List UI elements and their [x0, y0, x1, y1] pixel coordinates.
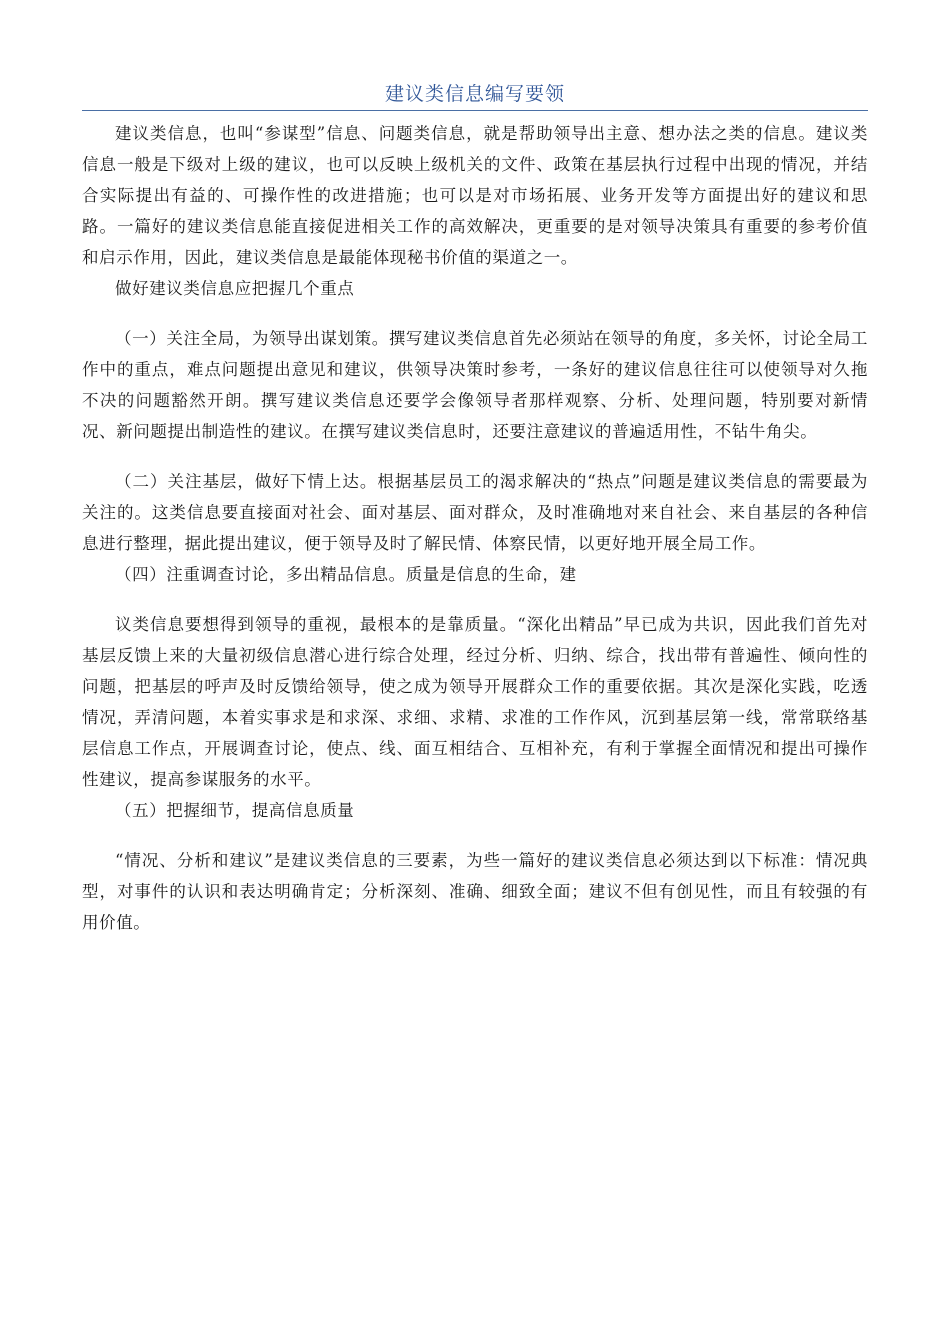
paragraph-point-four-body: 议类信息要想得到领导的重视，最根本的是靠质量。“深化出精品”早已成为共识，因此我们首先对基层反馈上来的大量初级信息潜心进行综合处理，经过分析、归纳、综合，找出带有普遍性、倾向性的问题，把基层的呼声及时反馈给领导，使之成为领导开展群众工作的重要依据。其次是深化实践，吃透情况，弄清问题，本着实事求是和求深、求细、求精、求准的工作作风，沉到基层第一线，常常联络基层信息工作点，开展调查讨论，使点、线、面互相结合、互相补充，有利于掌握全面情况和提出可操作性建议，提高参谋服务的水平。 [82, 615, 868, 789]
paragraph-point-one: （一）关注全局，为领导出谋划策。撰写建议类信息首先必须站在领导的角度，多关怀，讨论全局工作中的重点，难点问题提出意见和建议，供领导决策时参考，一条好的建议信息往往可以使领导对久拖不决的问题豁然开朗。撰写建议类信息还要学会像领导者那样观察、分析、处理问题，特别要对新情况、新问题提出制造性的建议。在撰写建议类信息时，还要注意建议的普遍适用性，不钻牛角尖。 [82, 329, 868, 441]
paragraph-point-five-heading: （五）把握细节，提高信息质量 [115, 801, 355, 820]
paragraph-point-two: （二）关注基层，做好下情上达。根据基层员工的渴求解决的“热点”问题是建议类信息的需要最为关注的。这类信息要直接面对社会、面对基层、面对群众，及时准确地对来自社会、来自基层的各种信息进行整理，据此提出建议，便于领导及时了解民情、体察民情，以更好地开展全局工作。 [82, 472, 868, 553]
document-body [82, 118, 868, 938]
paragraph-intro: 建议类信息，也叫“参谋型”信息、问题类信息，就是帮助领导出主意、想办法之类的信息。建议类信息一般是下级对上级的建议，也可以反映上级机关的文件、政策在基层执行过程中出现的情况，并结合实际提出有益的、可操作性的改进措施；也可以是对市场拓展、业务开发等方面提出好的建议和思路。一篇好的建议类信息能直接促进相关工作的高效解决，更重要的是对领导决策具有重要的参考价值和启示作用，因此，建议类信息是最能体现秘书价值的渠道之一。 [82, 124, 868, 267]
paragraph-point-four-lead: （四）注重调查讨论，多出精品信息。质量是信息的生命，建 [115, 565, 577, 584]
paragraph-point-five-body: “情况、分析和建议”是建议类信息的三要素，为些一篇好的建议类信息必须达到以下标准：情况典型，对事件的认识和表达明确肯定；分析深刻、准确、细致全面；建议不但有创见性，而且有较强的有用价值。 [82, 851, 868, 932]
header-title: 建议类信息编写要领 [384, 83, 565, 105]
section-heading-key-points: 做好建议类信息应把握几个重点 [115, 279, 355, 298]
page-header [82, 78, 868, 111]
